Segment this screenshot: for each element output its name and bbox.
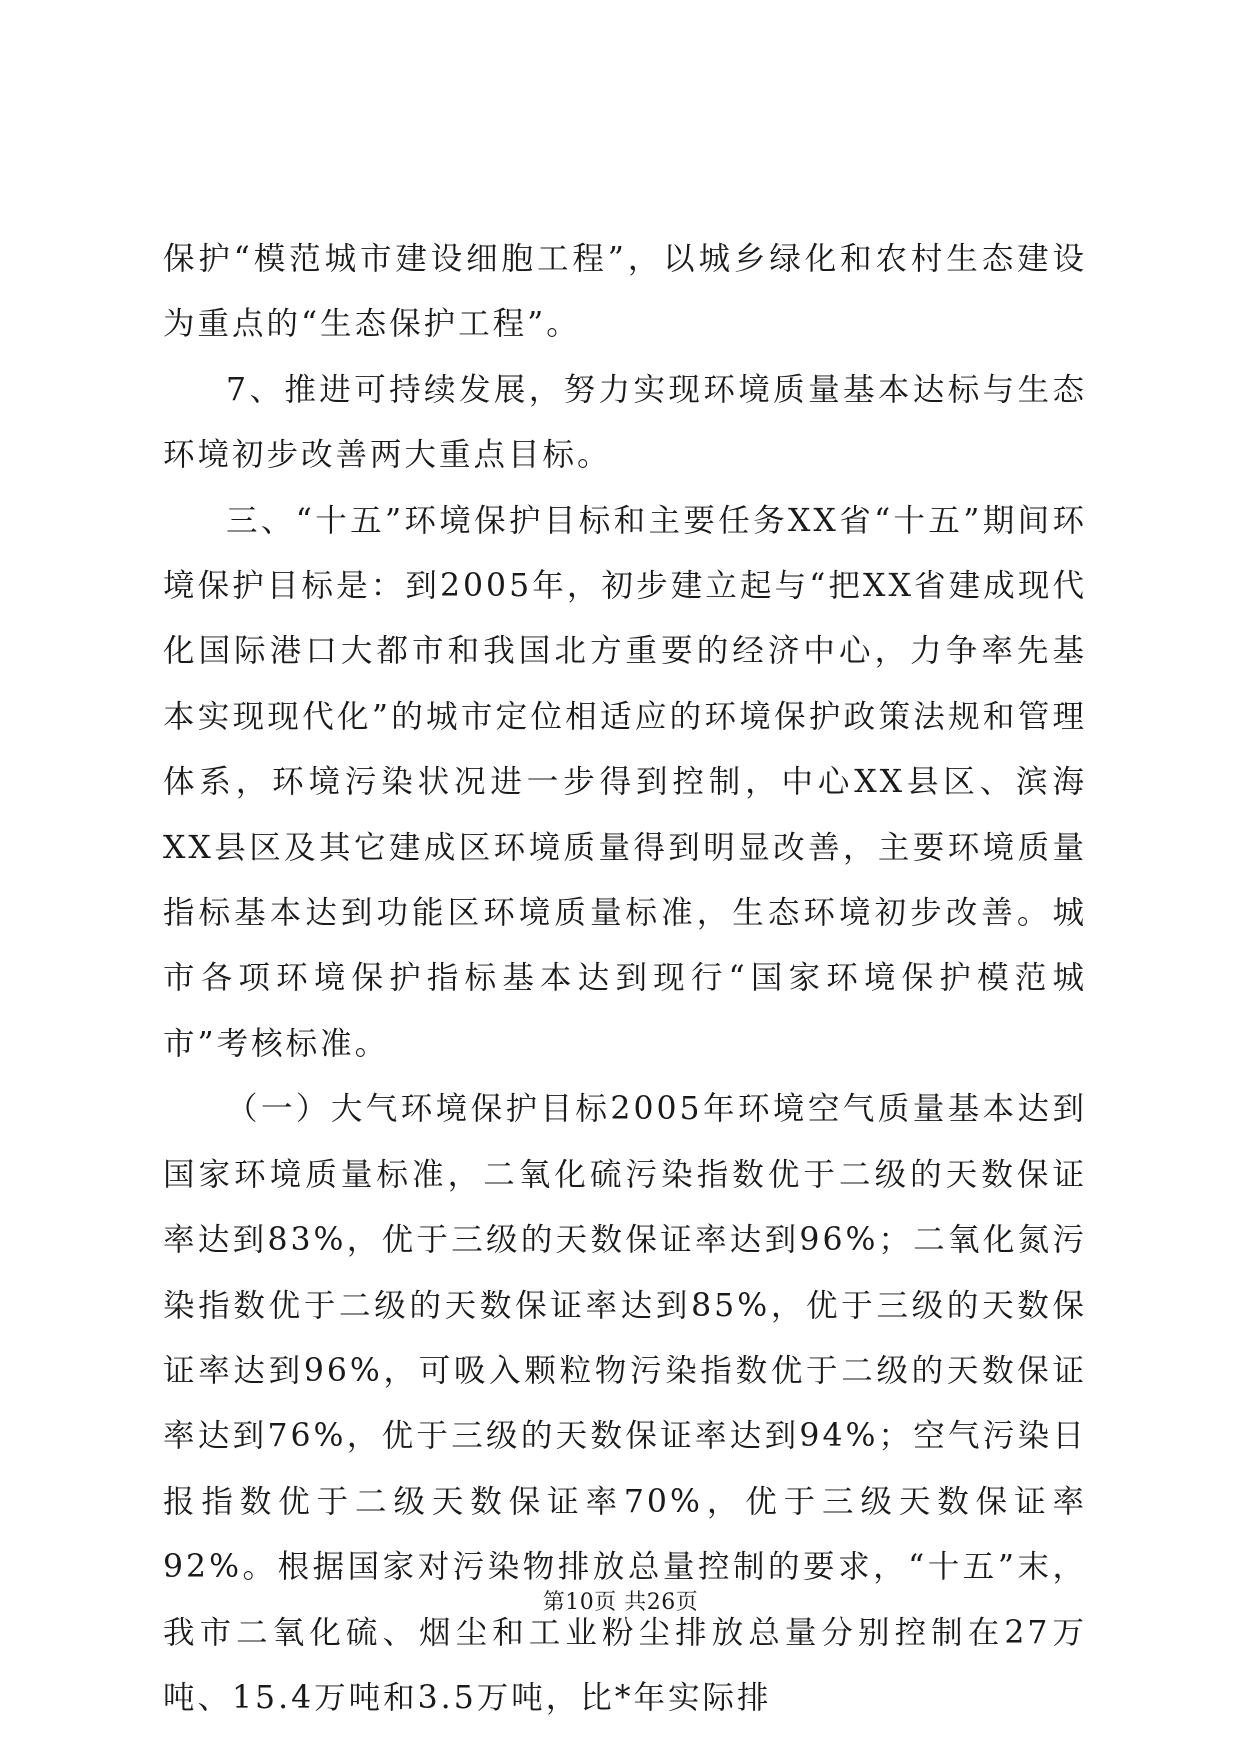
paragraph-1: 保护“模范城市建设细胞工程”，以城乡绿化和农村生态建设为重点的“生态保护工程”。 xyxy=(163,241,1087,343)
document-body xyxy=(163,227,1087,1731)
paragraph-4: （一）大气环境保护目标2005年环境空气质量基本达到国家环境质量标准，二氧化硫污染指数优于二级的天数保证率达到83%，优于三级的天数保证率达到96%；二氧化氮污染指数优于二级的天数保证率达到85%，优于三级的天数保证率达到96%，可吸入颗粒物污染指数优于二级的天数保证率达到76%，优于三级的天数保证率达到94%；空气污染日报指数优于二级天数保证率70%，优于三级天数保证率92%。根据国家对污染物排放总量控制的要求，“十五”末，我市二氧化硫、烟尘和工业粉尘排放总量分别控制在27万吨、15.4万吨和3.5万吨，比*年实际排 xyxy=(163,1091,1087,1716)
paragraph-2: 7、推进可持续发展，努力实现环境质量基本达标与生态环境初步改善两大重点目标。 xyxy=(163,371,1087,474)
page-number-label: 第10页 共26页 xyxy=(542,1590,699,1615)
page-footer xyxy=(0,1585,1241,1616)
paragraph-3: 三、“十五”环境保护目标和主要任务XX省“十五”期间环境保护目标是：到2005年，初步建立起与“把XX省建成现代化国际港口大都市和我国北方重要的经济中心，力争率先基本实现现代化”的城市定位相适应的环境保护政策法规和管理体系，环境污染状况进一步得到控制，中心XX县区、滨海XX县区及其它建成区环境质量得到明显改善，主要环境质量指标基本达到功能区环境质量标准，生态环境初步改善。城市各项环境保护指标基本达到现行“国家环境保护模范城市”考核标准。 xyxy=(163,502,1087,1062)
